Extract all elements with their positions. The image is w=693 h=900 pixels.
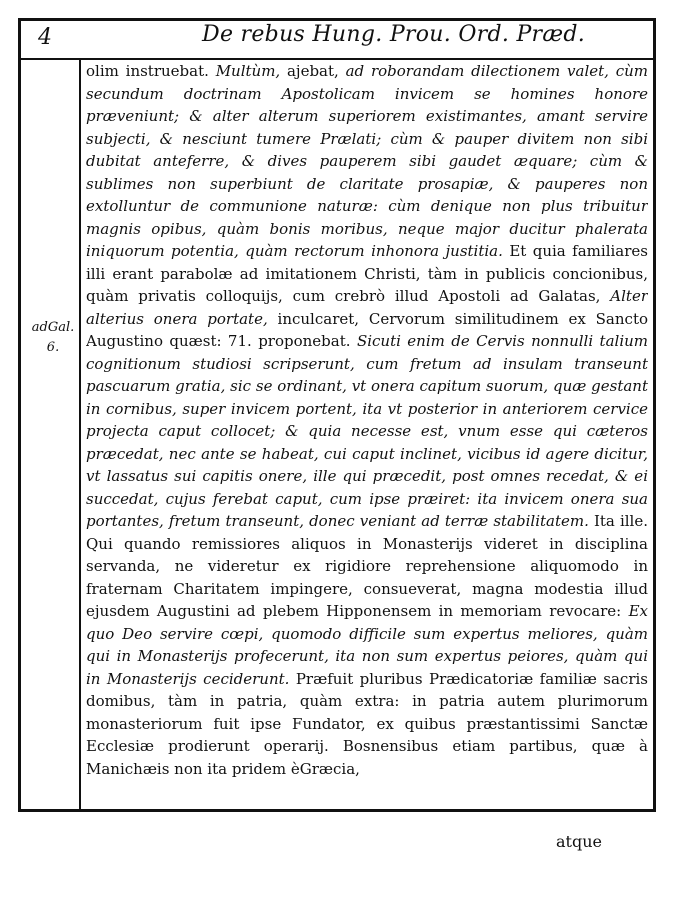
text-segment: inculcaret, Cervorum similitudinem ex Sancto Augustino quæst: 71. proponebat. xyxy=(86,309,648,350)
page-number: 4 xyxy=(38,25,52,50)
text-segment: Et quia familiares illi erant parabolæ ad imitationem Christi, tàm in publicis concionibus, quàm privatis colloquijs, cum crebrò illud Apostoli ad Galatas, xyxy=(86,242,648,305)
text-segment: olim instruebat. xyxy=(86,62,216,80)
page-frame-top-rule xyxy=(18,18,656,21)
text-segment: Præfuit pluribus Prædicatoriæ familiæ sacris domibus, tàm in patria, quàm extra: in patria autem plurimorum monasteriorum fuit ipse Fundator, ex quibus præstantissimi Sanctæ Ecclesiæ prodierunt operarij. Bosnensibus etiam partibus, quæ à Manichæis non ita pridem èGræcia, xyxy=(86,669,648,778)
marginal-reference-line-1: adGal. xyxy=(31,320,75,335)
text-segment: Ita ille. Qui quando remissiores aliquos in Monasterijs videret in disciplina servanda, ne videretur ex rigidiore reprehensione aliquomodo in fraternam Charitatem impingere, consueverat, magna modestia illud ejusdem Augustini ad plebem Hipponensem in memoriam revocare: xyxy=(86,512,648,620)
italic-quote-segment: Ex quo Deo servire cœpi, quomodo difficile sum expertus meliores, quàm qui in Monasterijs profecerunt, ita non sum expertus peiores, quàm qui in Monasterijs ceciderunt. xyxy=(86,602,648,688)
page-frame-left-rule xyxy=(18,18,21,810)
marginal-reference-line-2: 6. xyxy=(46,340,60,355)
italic-quote-segment: ad roborandam dilectionem valet, cùm secundum doctrinam Apostolicam invicem se homines honore præveniunt; & alter alterum superiorem existimantes, amant servire subjecti, & nesciunt tumere Prælati; cùm & pauper divitem non sibi dubitat anteferre, & dives pauperem sibi gaudet æquare; cùm & sublimes non superbiunt de claritate prosapiæ, & pauperes non extolluntur de communione naturæ: cùm denique non plus tribuitur magnis opibus, quàm bonis moribus, neque major ducitur phalerata iniquorum potentia, quàm rectorum inhonora justitia. xyxy=(86,62,648,260)
italic-quote-segment: Sicuti enim de Cervis nonnulli talium cognitionum studiosi scripserunt, cum fretum ad insulam transeunt pascuarum gratia, sic se ordinant, vt onera capitum suorum, quæ gestant in cornibus, super invicem portent, ita vt posterior in anteriorem cervice projecta caput collocet; & quia necesse est, vnum esse qui cæteros præcedat, nec ante se habeat, cui caput inclinet, vicibus id agere dicitur, vt lassatus sui capitis onere, ille qui præcedit, post omnes recedat, & ei succedat, cujus ferebat caput, cum ipse præiret: ita invicem onera sua portantes, fretum transeunt, donec veniant ad terræ stabilitatem. xyxy=(86,332,648,530)
margin-column-rule xyxy=(79,59,81,810)
body-text xyxy=(86,60,648,804)
catchword: atque xyxy=(556,832,602,851)
running-head: De rebus Hung. Prou. Ord. Præd. xyxy=(202,22,586,47)
italic-quote-segment: Alter alterius onera portate, xyxy=(86,287,648,328)
marginal-reference xyxy=(28,318,78,358)
page-frame-bottom-rule xyxy=(18,809,656,812)
page-frame-right-rule xyxy=(653,18,656,810)
text-segment: ajebat, xyxy=(286,62,346,80)
italic-quote-segment: Multùm, xyxy=(215,62,287,80)
